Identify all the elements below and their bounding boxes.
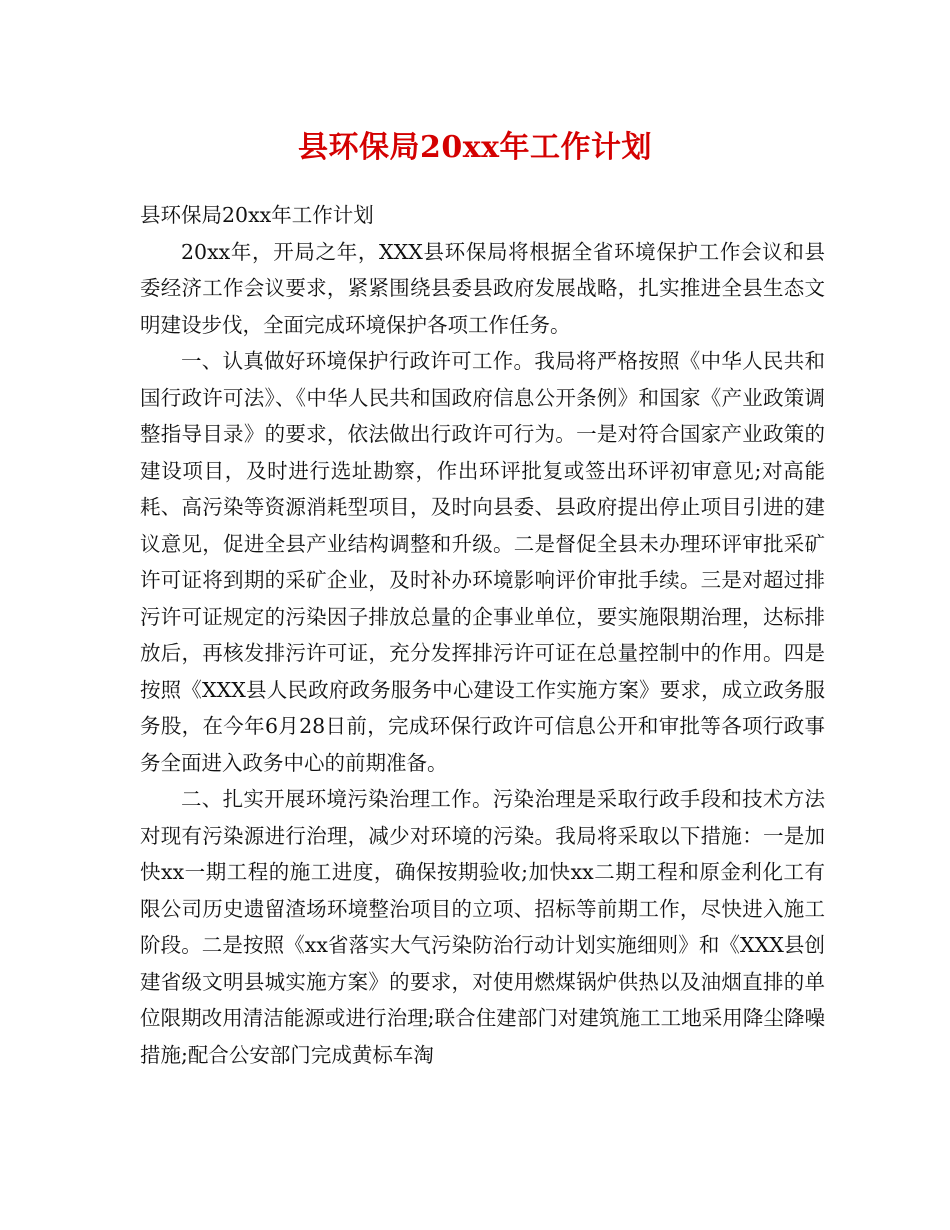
document-title: 县环保局20xx年工作计划 [297, 130, 653, 165]
paragraph-section-1: 一、认真做好环境保护行政许可工作。我局将严格按照《中华人民共和国行政许可法》、《中华人民共和国政府信息公开条例》和国家《产业政策调整指导目录》的要求，依法做出行政许可行为。一是对符合国家产业政策的建设项目，及时进行选址勘察，作出环评批复或签出环评初审意见;对高能耗、高污染等资源消耗型项目，及时向县委、县政府提出停止项目引进的建议意见，促进全县产业结构调整和升级。二是督促全县未办理环评审批采矿许可证将到期的采矿企业，及时补办环境影响评价审批手续。三是对超过排污许可证规定的污染因子排放总量的企事业单位，要实施限期治理，达标排放后，再核发排污许可证，充分发挥排污许可证在总量控制中的作用。四是按照《XXX县人民政府政务服务中心建设工作实施方案》要求，成立政务服务股，在今年6月28日前，完成环保行政许可信息公开和审批等各项行政事务全面进入政务中心的前期准备。 [140, 349, 825, 775]
document-subtitle: 县环保局20xx年工作计划 [140, 203, 374, 227]
paragraph-intro: 20xx年，开局之年，XXX县环保局将根据全省环境保护工作会议和县委经济工作会议要求，紧紧围绕县委县政府发展战略，扎实推进全县生态文明建设步伐，全面完成环境保护各项工作任务。 [140, 239, 825, 337]
paragraph-section-2: 二、扎实开展环境污染治理工作。污染治理是采取行政手段和技术方法对现有污染源进行治理，减少对环境的污染。我局将采取以下措施：一是加快xx一期工程的施工进度，确保按期验收;加快xx二期工程和原金利化工有限公司历史遗留渣场环境整治项目的立项、招标等前期工作，尽快进入施工阶段。二是按照《xx省落实大气污染防治行动计划实施细则》和《XXX县创建省级文明县城实施方案》的要求，对使用燃煤锅炉供热以及油烟直排的单位限期改用清洁能源或进行治理;联合住建部门对建筑施工工地采用降尘降噪措施;配合公安部门完成黄标车淘 [140, 787, 825, 1067]
document-body [140, 197, 825, 1073]
